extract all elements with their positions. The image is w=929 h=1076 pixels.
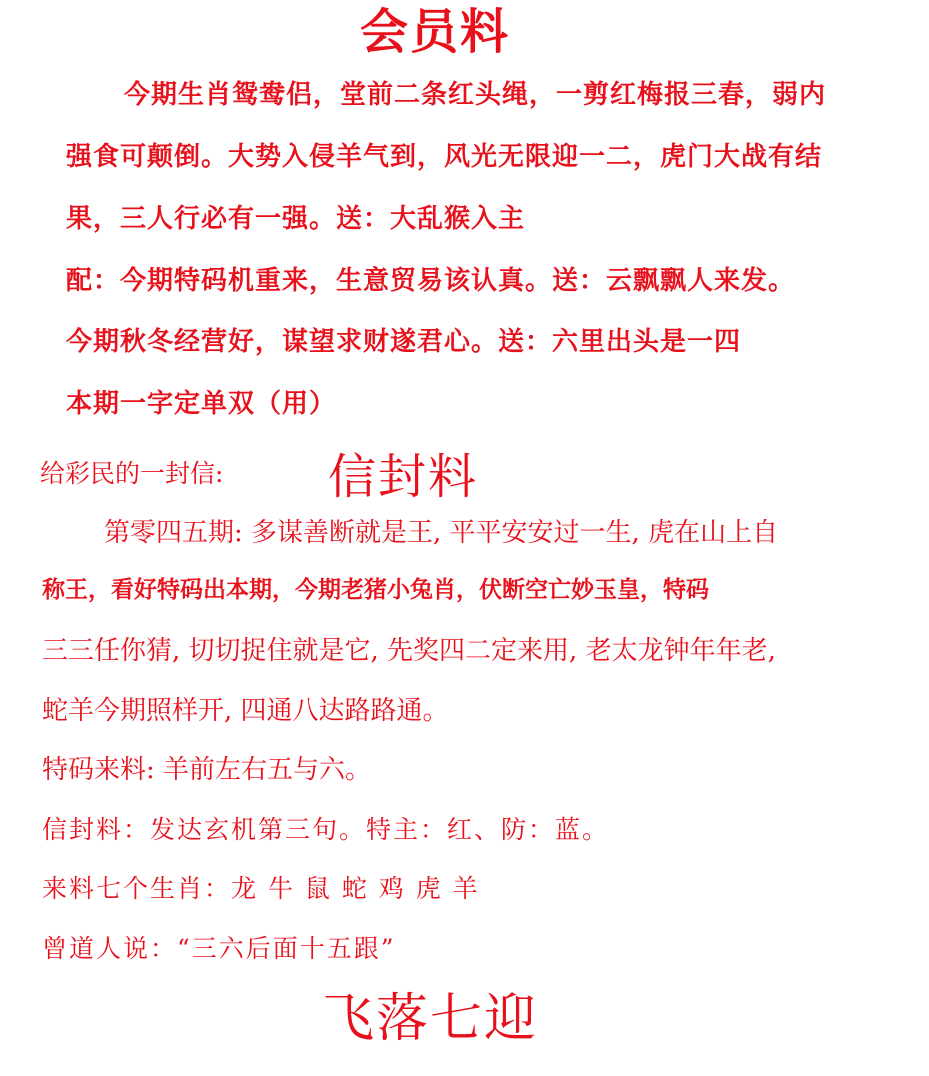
- envelope-line: 特码来料: 羊前左右五与六。: [42, 755, 372, 785]
- member-line: 果，三人行必有一强。送：大乱猴入主: [66, 204, 526, 234]
- member-line: 配：今期特码机重来，生意贸易该认真。送：云飘飘人来发。: [66, 266, 796, 296]
- envelope-line: 第零四五期: 多谋善断就是王, 平平安安过一生, 虎在山上自: [104, 518, 779, 548]
- envelope-line: 三三任你猜, 切切捉住就是它, 先奖四二定来用, 老太龙钟年年老,: [42, 636, 776, 666]
- member-title: 会员料: [360, 4, 511, 60]
- extra-line: 来料七个生肖：龙 牛 鼠 蛇 鸡 虎 羊: [42, 874, 480, 903]
- extra-line: 信封料：发达玄机第三句。特主：红、防：蓝。: [42, 815, 610, 844]
- member-line: 今期秋冬经营好，谋望求财遂君心。送：六里出头是一四: [66, 327, 742, 357]
- member-line: 强食可颠倒。大势入侵羊气到，风光无限迎一二，虎门大战有结: [66, 142, 823, 172]
- member-line: 今期生肖鸳鸯侣，堂前二条红头绳，一剪红梅报三春，弱内: [124, 80, 827, 110]
- envelope-line: 称王，看好特码出本期，今期老猪小兔肖，伏断空亡妙玉皇，特码: [42, 577, 709, 603]
- footer-title: 飞落七迎: [322, 989, 539, 1049]
- extra-line: 曾道人说：“三六后面十五跟”: [42, 934, 396, 963]
- member-line: 本期一字定单双（用）: [66, 389, 337, 419]
- envelope-line: 蛇羊今期照样开, 四通八达路路通。: [42, 696, 449, 726]
- letter-label: 给彩民的一封信:: [40, 459, 224, 488]
- envelope-title: 信封料: [328, 449, 479, 505]
